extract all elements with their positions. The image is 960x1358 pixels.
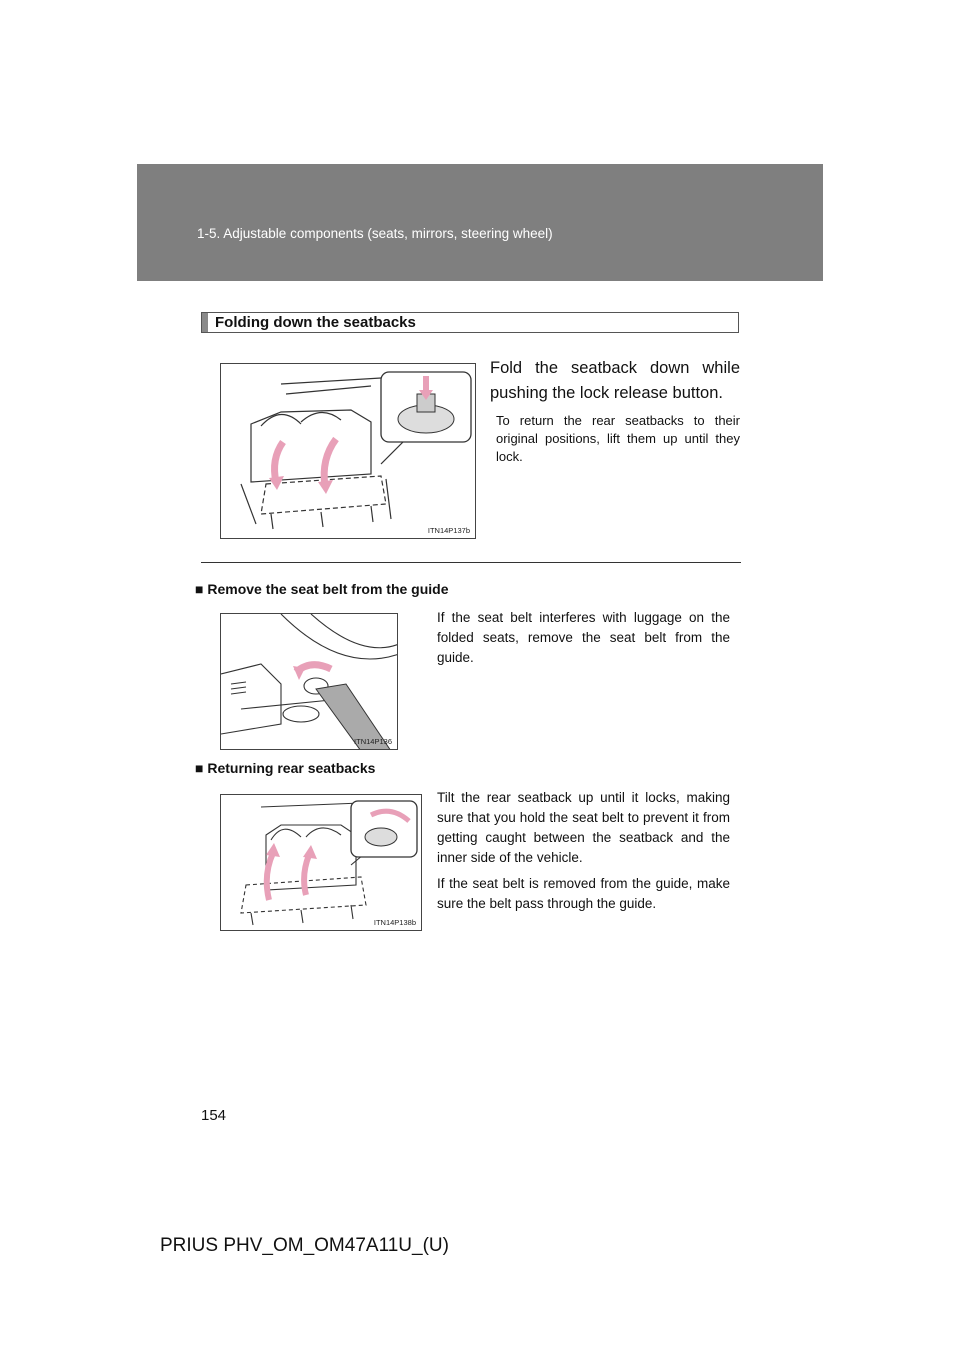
section-divider <box>201 562 741 563</box>
figure-code: ITN14P136 <box>354 737 392 746</box>
page-number: 154 <box>201 1107 227 1124</box>
instruction-text: Fold the seatback down while pushing the lock release button. <box>490 359 740 402</box>
breadcrumb: 1-5. Adjustable components (seats, mirrors, steering wheel) <box>197 226 553 241</box>
return-note: To return the rear seatbacks to their original positions, lift them up until they lock. <box>496 413 740 464</box>
returning-heading: ■ Returning rear seatbacks <box>195 760 376 776</box>
section-title-box <box>201 312 739 333</box>
section-title-marker <box>202 313 208 332</box>
figure-seat-belt-guide <box>220 613 398 750</box>
returning-paragraph-1: Tilt the rear seatback up until it locks, making sure that you hold the seat belt to prevent it from getting caught between the seatback and the inner side of the vehicle. <box>437 790 730 865</box>
figure-code: ITN14P138b <box>373 918 416 927</box>
document-footer: PRIUS PHV_OM_OM47A11U_(U) <box>160 1235 449 1256</box>
seat-fold-illustration <box>221 364 476 539</box>
returning-paragraph-2: If the seat belt is removed from the guide, make sure the belt pass through the guide. <box>437 876 730 911</box>
guide-heading: ■ Remove the seat belt from the guide <box>195 581 449 597</box>
figure-fold-seatbacks <box>220 363 476 539</box>
seat-belt-guide-illustration <box>221 614 398 750</box>
guide-text <box>437 608 730 674</box>
returning-text <box>437 788 730 920</box>
figure-returning-seatbacks <box>220 794 422 931</box>
section-title: Folding down the seatbacks <box>215 314 416 331</box>
guide-paragraph: If the seat belt interferes with luggage on the folded seats, remove the seat belt from the guide. <box>437 610 730 665</box>
figure-code: ITN14P137b <box>427 526 470 535</box>
header-band <box>137 164 823 281</box>
seat-return-illustration <box>221 795 422 931</box>
